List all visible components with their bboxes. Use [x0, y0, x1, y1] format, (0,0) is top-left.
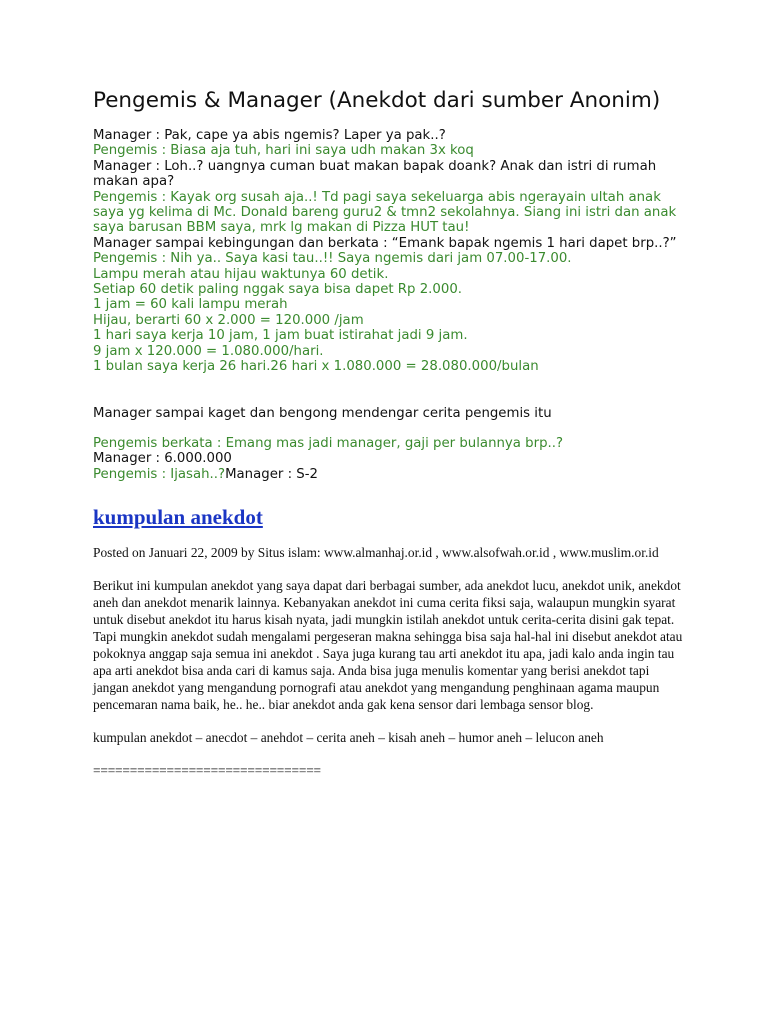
- pengemis-line: Pengemis berkata : Emang mas jadi manager, gaji per bulannya brp..?: [93, 435, 564, 451]
- article-title-link[interactable]: kumpulan anekdot: [93, 505, 263, 530]
- dialogue-final-line: [93, 467, 685, 482]
- pengemis-line: 1 hari saya kerja 10 jam, 1 jam buat istirahat jadi 9 jam.: [93, 328, 468, 344]
- pengemis-line: Hijau, berarti 60 x 2.000 = 120.000 /jam: [93, 312, 364, 328]
- pengemis-line: 9 jam x 120.000 = 1.080.000/hari.: [93, 343, 324, 359]
- pengemis-line: Lampu merah atau hijau waktunya 60 detik.: [93, 266, 389, 282]
- pengemis-line: Pengemis : Kayak org susah aja..! Td pagi saya sekeluarga abis ngerayain ultah anak saya yg kelima di Mc. Donald bareng guru2 & tmn2 sekolahnya. Siang ini istri dan anak saya barusan BBM saya, mrk lg makan di Pizza HUT tau!: [93, 189, 681, 236]
- spacer: [93, 421, 685, 436]
- pengemis-line: 1 bulan saya kerja 26 hari.26 hari x 1.080.000 = 28.080.000/bulan: [93, 359, 539, 375]
- document-page: [93, 88, 685, 779]
- pengemis-line: Pengemis : Nih ya.. Saya kasi tau..!! Saya ngemis dari jam 07.00-17.00.: [93, 251, 572, 267]
- anecdote-dialogue: [93, 128, 685, 482]
- article-tags: kumpulan anekdot – anecdot – anehdot – cerita aneh – kisah aneh – humor aneh – lelucon aneh: [93, 730, 604, 746]
- pengemis-line: Setiap 60 detik paling nggak saya bisa dapet Rp 2.000.: [93, 282, 463, 298]
- pengemis-line: Pengemis : Biasa aja tuh, hari ini saya udh makan 3x koq: [93, 143, 474, 159]
- manager-line: Manager : Loh..? uangnya cuman buat makan bapak doank? Anak dan istri di rumah makan apa?: [93, 158, 661, 190]
- manager-line: Manager sampai kaget dan bengong mendengar cerita pengemis itu: [93, 405, 552, 421]
- dialogue-block-3: [93, 436, 685, 467]
- manager-line: Manager : Pak, cape ya abis ngemis? Laper ya pak..?: [93, 128, 446, 143]
- pengemis-line: 1 jam = 60 kali lampu merah: [93, 297, 288, 313]
- article: [93, 504, 685, 779]
- dialogue-block-1: [93, 128, 685, 375]
- spacer: [93, 375, 685, 406]
- pengemis-line: Pengemis : Ijasah..?: [93, 466, 226, 482]
- manager-line: Manager : 6.000.000: [93, 451, 232, 467]
- article-body: Berikut ini kumpulan anekdot yang saya dapat dari berbagai sumber, ada anekdot lucu, anekdot unik, anekdot aneh dan anekdot menarik lainnya. Kebanyakan anekdot ini cuma cerita fiksi saja, walaupun mungkin syarat untuk disebut anekdot itu harus kisah nyata, jadi mungkin istilah anekdot untuk cerita-cerita disini gak tepat. Tapi mungkin anekdot sudah mengalami pergeseran makna sehingga bisa saja hal-hal ini disebut anekdot atau pokoknya anggap saja semua ini anekdot . Saya juga kurang tau arti anekdot itu apa, jadi kalo anda ingin tau apa arti anekdot bisa anda cari di kamus saja. Anda bisa juga menulis komentar yang berisi anekdot tapi jangan anekdot yang mengandung pornografi atau anekdot yang mengandung penghinaan agama maupun pencemaran nama baik, he.. he.. biar anekdot anda gak kena sensor dari lembaga sensor blog.: [93, 578, 683, 713]
- page-title: Pengemis & Manager (Anekdot dari sumber Anonim): [93, 88, 661, 113]
- divider-line: ===============================: [93, 763, 321, 779]
- manager-line: Manager : S-2: [225, 466, 318, 482]
- manager-line: Manager sampai kebingungan dan berkata : “Emank bapak ngemis 1 hari dapet brp..?”: [93, 235, 677, 251]
- dialogue-block-2: [93, 406, 685, 421]
- posted-meta: Posted on Januari 22, 2009 by Situs islam: www.almanhaj.or.id , www.alsofwah.or.id , www.muslim.or.id: [93, 545, 659, 561]
